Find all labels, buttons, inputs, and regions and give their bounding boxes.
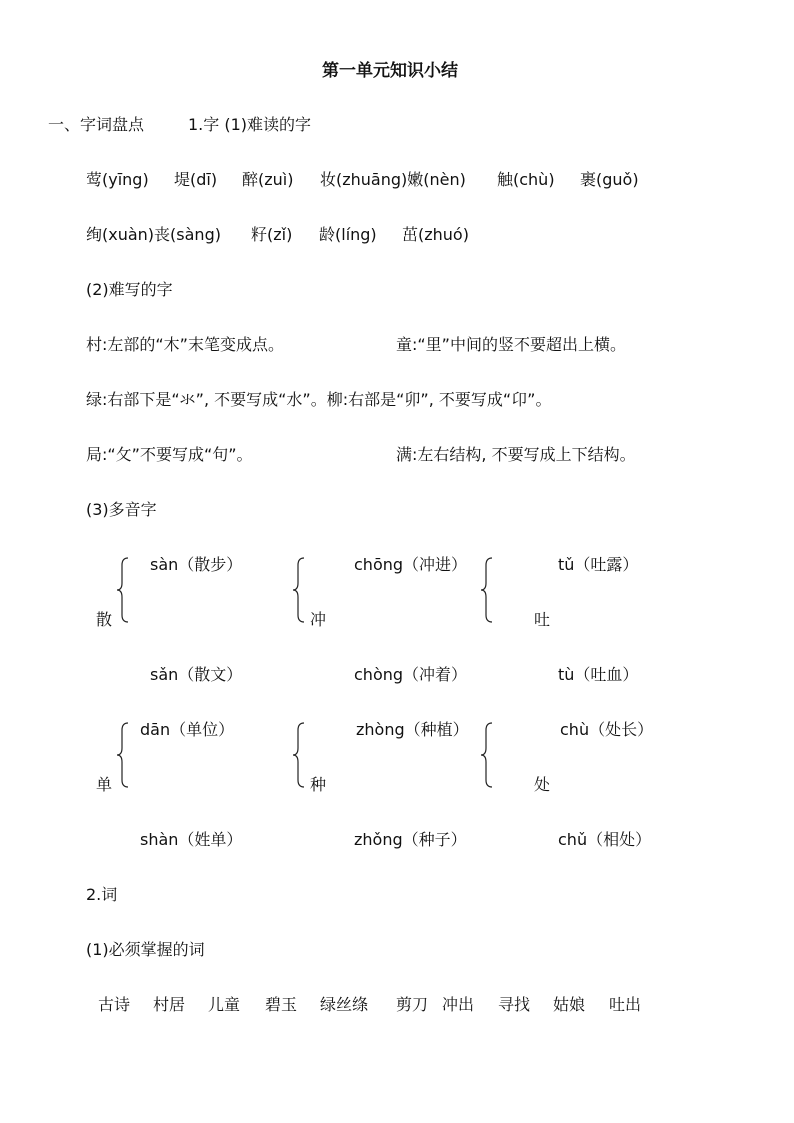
poly-reading: zhòng（种植） xyxy=(356,720,469,739)
word-item: 古诗 xyxy=(98,995,131,1014)
poly-reading: chǔ（相处） xyxy=(558,830,652,849)
brace-icon xyxy=(480,722,494,788)
word-item: 村居 xyxy=(153,995,186,1014)
poly-reading: tù（吐血） xyxy=(558,665,639,684)
subsection-heading: (1)必须掌握的词 xyxy=(86,940,205,959)
char-item: 茁(zhuó) xyxy=(402,225,469,244)
note-text: 童:“里”中间的竖不要超出上横。 xyxy=(396,335,626,354)
char-item: 绚(xuàn)丧(sàng) xyxy=(86,225,221,244)
note-text: 村:左部的“木”末笔变成点。 xyxy=(86,335,284,354)
char-item: 触(chù) xyxy=(497,170,555,189)
char-item: 莺(yīng) xyxy=(86,170,149,189)
poly-char: 散 xyxy=(96,610,113,629)
char-item: 醉(zuì) xyxy=(242,170,294,189)
subsection-heading: 2.词 xyxy=(86,885,118,904)
word-item: 寻找 xyxy=(498,995,531,1014)
poly-reading: sàn（散步） xyxy=(150,555,243,574)
char-item: 妆(zhuāng)嫩(nèn) xyxy=(320,170,466,189)
word-item: 冲出 xyxy=(442,995,475,1014)
page-title: 第一单元知识小结 xyxy=(322,61,458,81)
brace-icon xyxy=(292,557,306,623)
poly-reading: sǎn（散文） xyxy=(150,665,243,684)
subsection-heading: (2)难写的字 xyxy=(86,280,173,299)
poly-reading: chōng（冲进） xyxy=(354,555,468,574)
brace-icon xyxy=(116,557,130,623)
section-heading: 一、字词盘点 xyxy=(48,115,145,134)
char-item: 籽(zǐ) xyxy=(251,225,293,244)
word-item: 剪刀 xyxy=(396,995,429,1014)
note-text: 绿:右部下是“氺”, 不要写成“水”。柳:右部是“卯”, 不要写成“卬”。 xyxy=(86,390,552,409)
char-item: 堤(dī) xyxy=(174,170,218,189)
word-item: 姑娘 xyxy=(553,995,586,1014)
poly-reading: zhǒng（种子） xyxy=(354,830,467,849)
brace-icon xyxy=(480,557,494,623)
poly-char: 冲 xyxy=(310,610,327,629)
poly-reading: chòng（冲着） xyxy=(354,665,468,684)
char-item: 龄(líng) xyxy=(319,225,377,244)
word-item: 碧玉 xyxy=(265,995,298,1014)
poly-reading: tǔ（吐露） xyxy=(558,555,639,574)
poly-char: 单 xyxy=(96,775,113,794)
poly-char: 吐 xyxy=(534,610,551,629)
subsection-heading: (3)多音字 xyxy=(86,500,157,519)
poly-char: 处 xyxy=(534,775,551,794)
brace-icon xyxy=(116,722,130,788)
word-item: 吐出 xyxy=(609,995,642,1014)
word-item: 绿丝绦 xyxy=(320,995,369,1014)
note-text: 局:“⺙”不要写成“句”。 xyxy=(86,445,253,464)
poly-char: 种 xyxy=(310,775,327,794)
note-text: 满:左右结构, 不要写成上下结构。 xyxy=(396,445,636,464)
subsection-heading: 1.字 (1)难读的字 xyxy=(188,115,312,134)
poly-reading: shàn（姓单） xyxy=(140,830,243,849)
poly-reading: dān（单位） xyxy=(140,720,235,739)
poly-reading: chù（处长） xyxy=(560,720,654,739)
brace-icon xyxy=(292,722,306,788)
word-item: 儿童 xyxy=(208,995,241,1014)
char-item: 裹(guǒ) xyxy=(580,170,639,189)
